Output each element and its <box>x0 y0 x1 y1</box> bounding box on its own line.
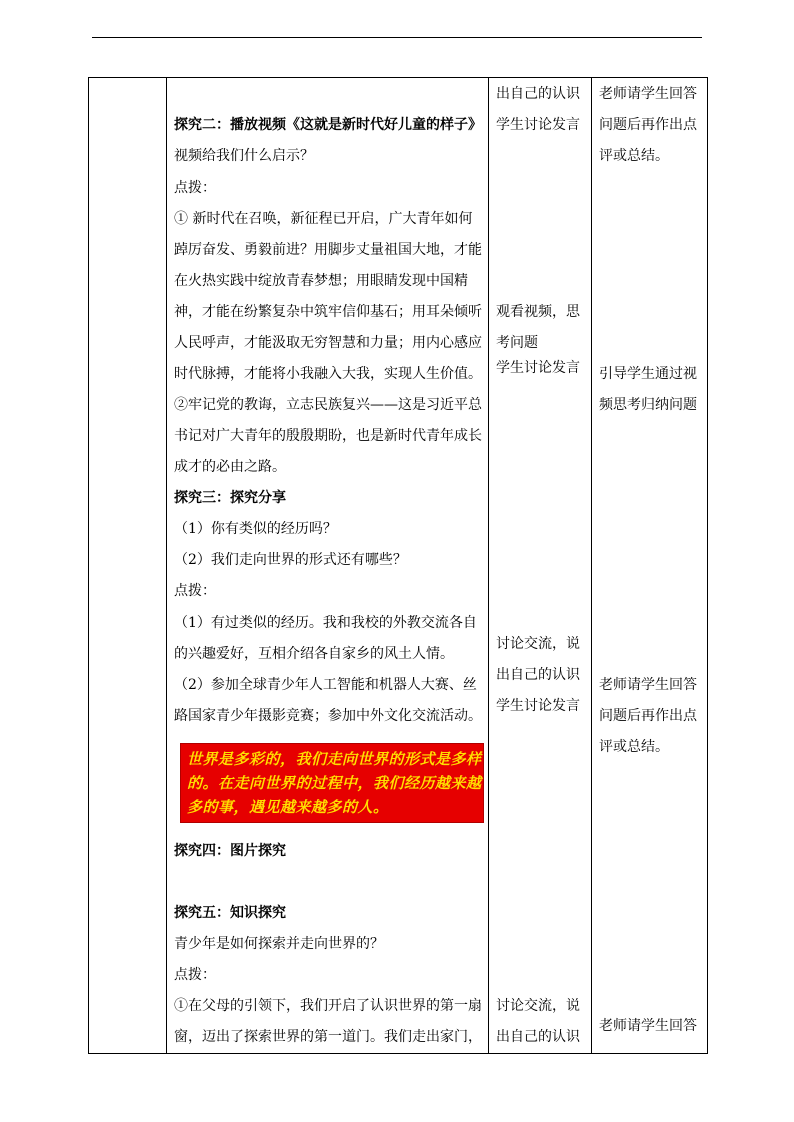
content-line: 书记对广大青年的殷殷期盼，也是新时代青年成长 <box>174 428 482 444</box>
activity-line: 出自己的认识 <box>496 86 580 102</box>
section-heading-explore-2: 探究二：播放视频《这就是新时代好儿童的样子》 <box>174 117 482 133</box>
intent-line: 评或总结。 <box>599 148 669 164</box>
content-line: （2）我们走向世界的形式还有哪些？ <box>174 552 407 568</box>
content-line: 视频给我们什么启示？ <box>174 148 314 164</box>
content-line: 路国家青少年摄影竞赛；参加中外文化交流活动。 <box>174 708 482 724</box>
activity-line: 学生讨论发言 <box>496 360 580 376</box>
intent-line: 评或总结。 <box>599 739 669 755</box>
content-line: ①在父母的引领下，我们开启了认识世界的第一扇 <box>174 998 482 1014</box>
activity-line: 出自己的认识 <box>496 1029 580 1045</box>
content-line: 的兴趣爱好，互相介绍各自家乡的风土人情。 <box>174 646 454 662</box>
activity-line: 观看视频，思 <box>496 304 580 320</box>
intent-line: 老师请学生回答 <box>599 1018 697 1034</box>
activity-line: 考问题 <box>496 335 538 351</box>
section-heading-explore-5: 探究五：知识探究 <box>174 905 286 921</box>
content-line: 人民呼声，才能汲取无穷智慧和力量；用内心感应 <box>174 335 482 351</box>
intent-line: 问题后再作出点 <box>599 708 697 724</box>
intent-line: 老师请学生回答 <box>599 677 697 693</box>
content-line: （1）你有类似的经历吗？ <box>174 521 337 537</box>
content-line: 时代脉搏，才能将小我融入大我，实现人生价值。 <box>174 366 482 382</box>
intent-line: 老师请学生回答 <box>599 86 697 102</box>
content-line: （1）有过类似的经历。我和我校的外教交流各自 <box>174 615 477 631</box>
banner-line: 的。在走向世界的过程中，我们经历越来越 <box>187 774 482 792</box>
table-border-left <box>88 77 89 1054</box>
activity-line: 学生讨论发言 <box>496 698 580 714</box>
content-line: ②牢记党的教诲，立志民族复兴——这是习近平总 <box>174 397 482 413</box>
banner-line: 世界是多彩的，我们走向世界的形式是多样 <box>187 750 482 768</box>
summary-banner <box>180 743 484 823</box>
table-col-divider-3 <box>591 77 592 1054</box>
table-border-top <box>88 77 708 78</box>
section-heading-explore-4: 探究四：图片探究 <box>174 843 286 859</box>
content-line: 踔厉奋发、勇毅前进？用脚步丈量祖国大地，才能 <box>174 242 482 258</box>
header-rule <box>92 37 702 38</box>
table-border-right <box>707 77 708 1054</box>
content-line: 点拨： <box>174 583 216 599</box>
activity-line: 讨论交流，说 <box>496 636 580 652</box>
intent-line: 频思考归纳问题 <box>599 397 697 413</box>
activity-line: 学生讨论发言 <box>496 117 580 133</box>
table-col-divider-2 <box>488 77 489 1054</box>
content-line: 神，才能在纷繁复杂中筑牢信仰基石；用耳朵倾听 <box>174 304 482 320</box>
section-heading-explore-3: 探究三：探究分享 <box>174 490 286 506</box>
content-line: 点拨： <box>174 180 216 196</box>
intent-line: 问题后再作出点 <box>599 117 697 133</box>
activity-line: 讨论交流，说 <box>496 998 580 1014</box>
content-line: 青少年是如何探索并走向世界的？ <box>174 936 384 952</box>
content-line: 窗，迈出了探索世界的第一道门。我们走出家门， <box>174 1029 482 1045</box>
content-line: （2）参加全球青少年人工智能和机器人大赛、丝 <box>174 677 477 693</box>
table-border-bottom <box>88 1053 708 1054</box>
table-col-divider-1 <box>166 77 167 1054</box>
activity-line: 出自己的认识 <box>496 667 580 683</box>
content-line: 成才的必由之路。 <box>174 459 286 475</box>
banner-line: 多的事，遇见越来越多的人。 <box>187 798 389 816</box>
intent-line: 引导学生通过视 <box>599 366 697 382</box>
content-line: ① 新时代在召唤，新征程已开启，广大青年如何 <box>174 211 473 227</box>
content-line: 点拨： <box>174 967 216 983</box>
content-line: 在火热实践中绽放青春梦想；用眼睛发现中国精 <box>174 273 468 289</box>
